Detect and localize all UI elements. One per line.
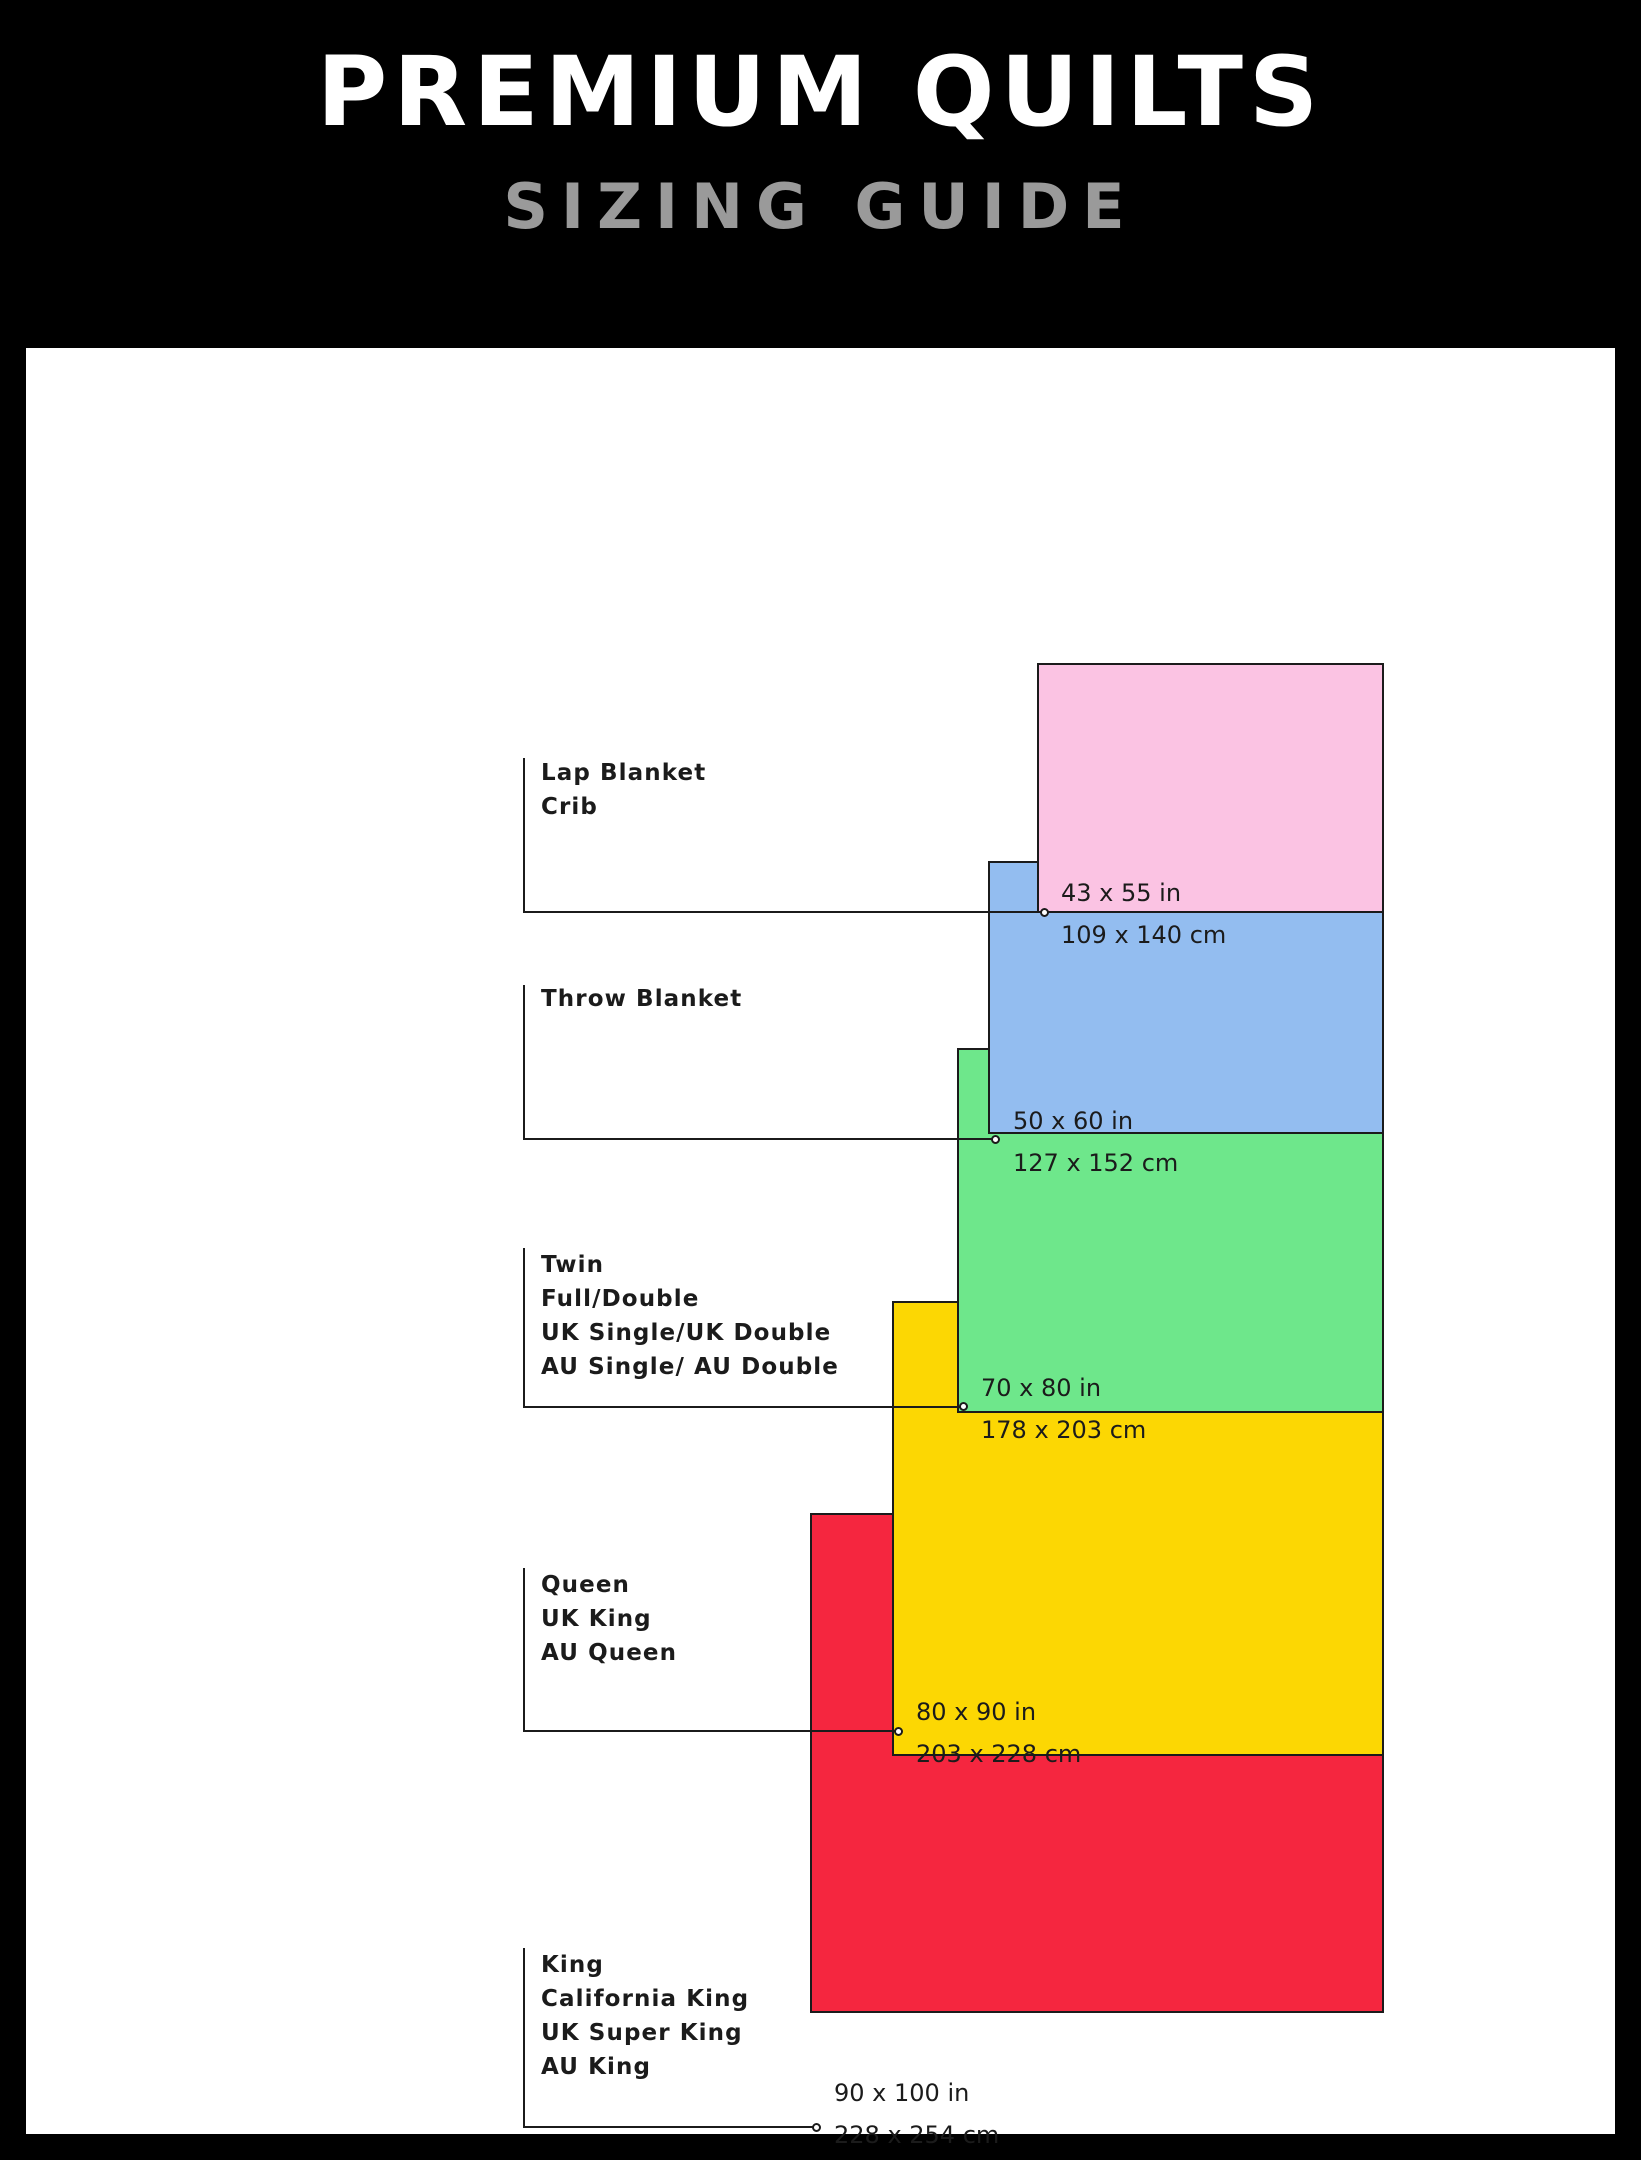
category-label: Queen (541, 1572, 630, 1598)
category-label: UK Super King (541, 2020, 743, 2046)
dimensions-king (834, 2072, 999, 2156)
category-labels-lap-crib (541, 756, 706, 824)
dimensions-throw (1013, 1100, 1178, 1184)
dimensions-lap-crib (1061, 872, 1226, 956)
dimension-cm: 109 x 140 cm (1061, 921, 1227, 949)
quilt-size-chart (26, 348, 1615, 2149)
category-label: Twin (541, 1252, 605, 1278)
leader-dot-throw (991, 1135, 1000, 1144)
leader-dot-lap-crib (1040, 908, 1049, 917)
header-banner (0, 0, 1641, 333)
category-label: Full/Double (541, 1286, 700, 1312)
category-label: King (541, 1952, 604, 1978)
leader-dot-queen (894, 1727, 903, 1736)
dimension-inches: 43 x 55 in (1061, 879, 1182, 907)
sizing-chart-card (26, 348, 1615, 2149)
category-label: Throw Blanket (541, 986, 743, 1012)
leader-dot-king (812, 2123, 821, 2132)
dimension-inches: 50 x 60 in (1013, 1107, 1134, 1135)
category-label: AU King (541, 2054, 652, 2080)
dimension-inches: 70 x 80 in (981, 1374, 1102, 1402)
category-labels-queen (541, 1568, 677, 1670)
dimension-inches: 90 x 100 in (834, 2079, 970, 2107)
dimension-inches: 80 x 90 in (916, 1698, 1037, 1726)
dimension-cm: 203 x 228 cm (916, 1740, 1082, 1768)
category-label: Lap Blanket (541, 760, 707, 786)
dimensions-queen (916, 1691, 1081, 1775)
category-label: AU Single/ AU Double (541, 1354, 839, 1380)
category-label: AU Queen (541, 1640, 678, 1666)
category-label: UK King (541, 1606, 652, 1632)
leader-dot-twin (959, 1402, 968, 1411)
category-labels-twin (541, 1248, 839, 1384)
category-label: California King (541, 1986, 750, 2012)
dimension-cm: 178 x 203 cm (981, 1416, 1147, 1444)
dimensions-twin (981, 1367, 1146, 1451)
page-subtitle: SIZING GUIDE (503, 170, 1138, 243)
category-labels-throw (541, 982, 742, 1016)
category-label: UK Single/UK Double (541, 1320, 832, 1346)
dimension-cm: 127 x 152 cm (1013, 1149, 1179, 1177)
page-title: PREMIUM QUILTS (316, 36, 1325, 148)
dimension-cm: 228 x 254 cm (834, 2121, 1000, 2149)
category-label: Crib (541, 794, 598, 820)
category-labels-king (541, 1948, 749, 2084)
